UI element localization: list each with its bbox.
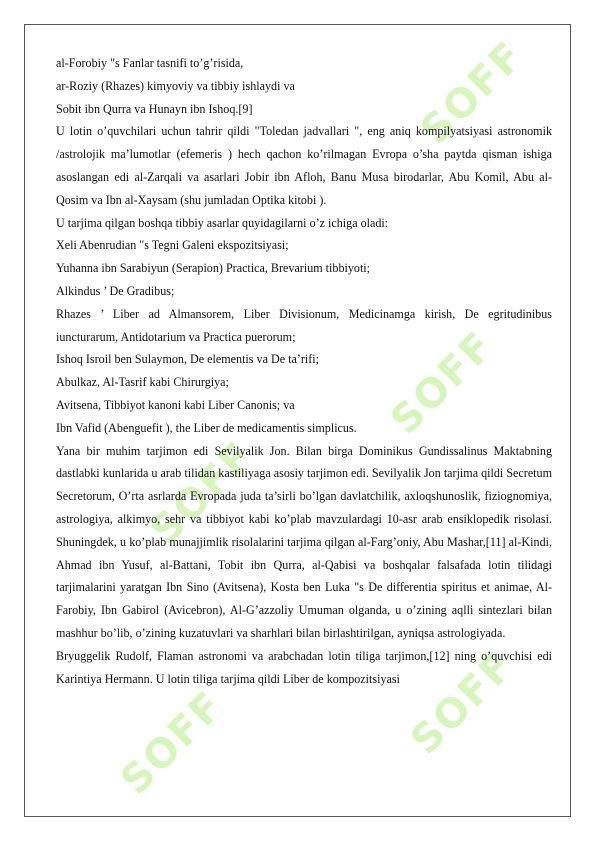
paragraph: U lotin o’quvchilari uchun tahrir qildi "Toledan jadvallari ", eng aniq kompilyatsiyasi astronomik /astrolojik ma’lumotlar (efemeris ) hech qachon ko’rilmagan Evropa o’sha paytda qisman ishiga asoslangan edi al-Zarqali va asarlari Jobir ibn Afloh, Banu Musa birodarlar, Abu Komil, Abu al-Qosim va Ibn al-Xaysam (shu jumladan Optika kitobi ). bbox=[56, 124, 552, 207]
paragraph: Sobit ibn Qurra va Hunayn ibn Ishoq.[9] bbox=[56, 101, 253, 116]
paragraph: Alkindus ’ De Gradibus; bbox=[56, 283, 175, 298]
paragraph: Avitsena, Tibbiyot kanoni kabi Liber Canonis; va bbox=[56, 397, 295, 412]
document-body bbox=[56, 52, 552, 690]
paragraph: Abulkaz, Al-Tasrif kabi Chirurgiya; bbox=[56, 375, 229, 390]
paragraph: Ishoq Isroil ben Sulaymon, De elementis va De ta’rifi; bbox=[56, 352, 319, 367]
watermark-soff: SOFF bbox=[112, 682, 234, 804]
watermark-soff: SOFF bbox=[402, 642, 524, 764]
paragraph: al-Forobiy "s Fanlar tasnifi to’g’risida, bbox=[56, 56, 244, 70]
watermark-soff: SOFF bbox=[412, 32, 534, 154]
paragraph: Yuhanna ibn Sarabiyun (Serapion) Practica, Brevarium tibbiyoti; bbox=[56, 261, 371, 276]
paragraph: Bryuggelik Rudolf, Flaman astronomi va arabchadan lotin tiliga tarjimon,[12] ning o’quvchisi edi Karintiya Hermann. U lotin tiliga tarjima qildi Liber de kompozitsiyasi bbox=[56, 648, 552, 686]
paragraph: Rhazes ’ Liber ad Almansorem, Liber Divisionum, Medicinamga kirish, De egritudinibus iuncturarum, Antidotarium va Practica puerorum; bbox=[56, 306, 552, 344]
paragraph: Yana bir muhim tarjimon edi Sevilyalik Jon. Bilan birga Dominikus Gundissalinus Maktabning dastlabki kunlarida u arab tilidan kastiliyaga asosiy tarjimon edi. Sevilyalik Jon tarjima qildi Secretum Secretorum, O’rta asrlarda Evropada juda ta’sirli bo’lgan davlatchilik, axloqshunoslik, fiziognomiya, astrologiya, alkimyo, sehr va tibbiyot kabi ko’plab mavzulardagi 10-asr arab ensiklopedik risolasi. Shuningdek, u ko’plab munajjimlik risolalarini tarjima qilgan al-Farg’oniy, Abu Mashar,[11] al-Kindi, Ahmad ibn Yusuf, al-Battani, Tobit ibn Qurra, al-Qabisi va boshqalar falsafada lotin tilidagi tarjimalarini yaratgan Ibn Sino (Avitsena), Kosta ben Luka "s De differentia spiritus et animae, Al-Farobiy, Ibn Gabirol (Avicebron), Al-G’azzoliy Umuman olganda, u o’zining aqlli sintezlari bilan mashhur bo’lib, o’zining kuzatuvlari va sharhlari bilan birlashtirilgan, ayniqsa astrologiyada. bbox=[56, 443, 552, 640]
watermark-soff: SOFF bbox=[142, 432, 264, 554]
paragraph: ar-Roziy (Rhazes) kimyoviy va tibbiy ishlaydi va bbox=[56, 78, 295, 93]
paragraph: Ibn Vafid (Abenguefit ), the Liber de medicamentis simplicus. bbox=[56, 420, 357, 435]
watermark-soff: SOFF bbox=[382, 322, 504, 444]
paragraph: U tarjima qilgan boshqa tibbiy asarlar quyidagilarni o’z ichiga oladi: bbox=[56, 215, 389, 230]
paragraph: Xeli Abenrudian "s Tegni Galeni ekspozitsiyasi; bbox=[56, 238, 289, 253]
